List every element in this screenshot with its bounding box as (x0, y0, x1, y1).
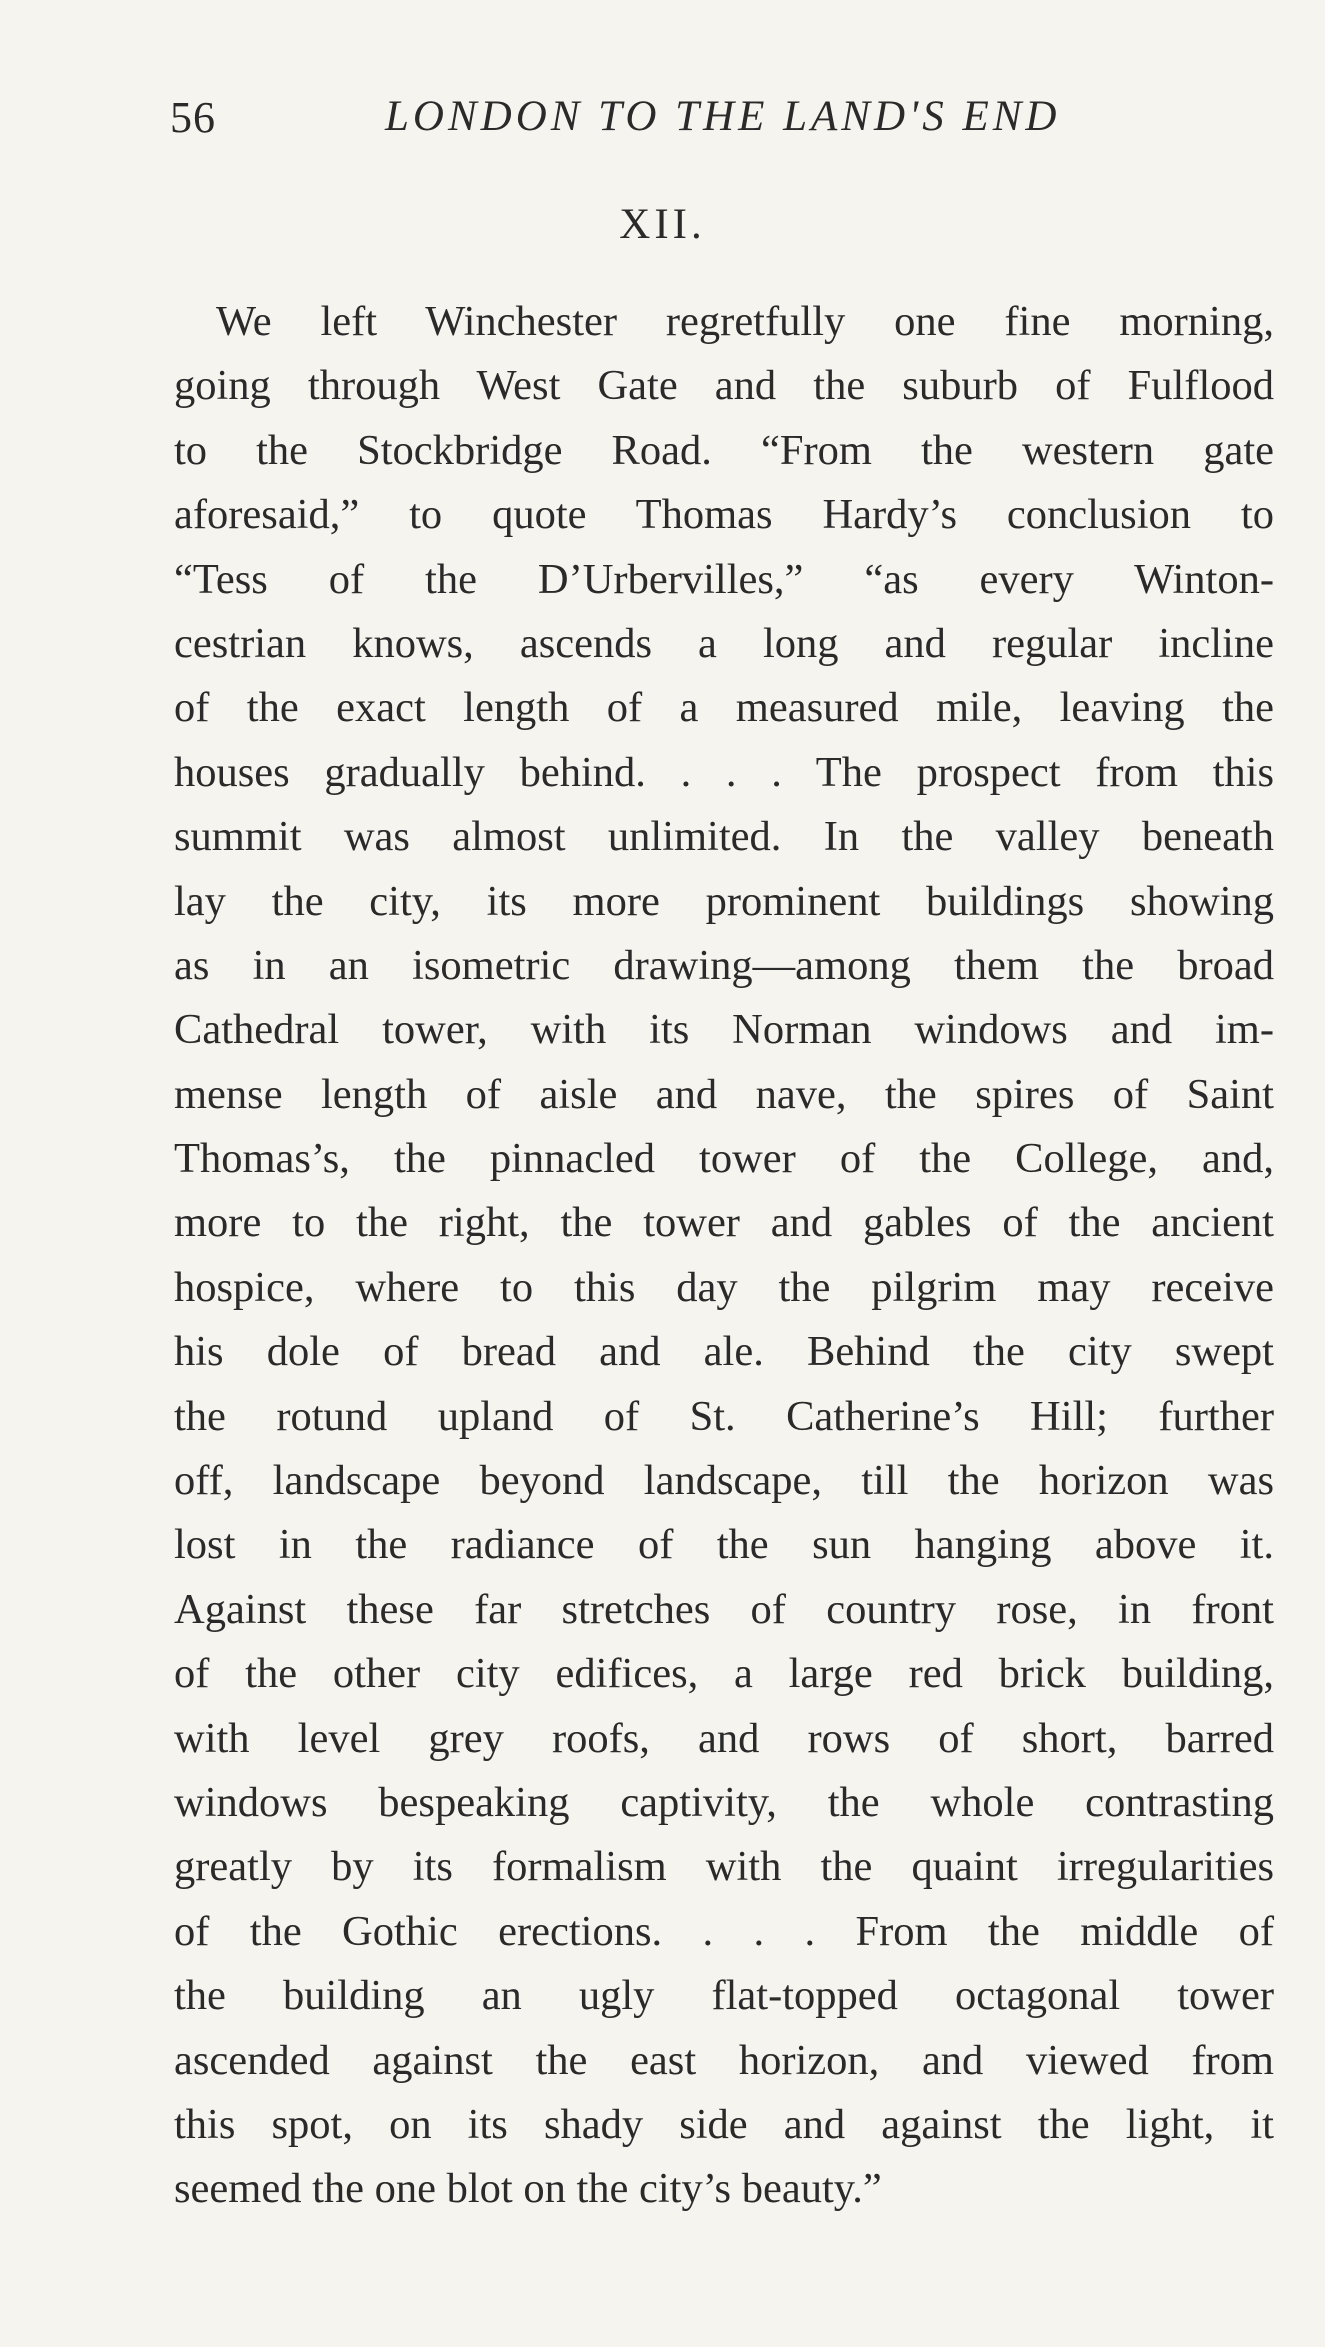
text-line: seemed the one blot on the city’s beauty.” (174, 2165, 882, 2213)
text-line: Thomas’s, the pinnacled tower of the College, and, (174, 1135, 1274, 1183)
text-line: of the exact length of a measured mile, leaving the (174, 684, 1274, 732)
text-line: lost in the radiance of the sun hanging above it. (174, 1521, 1274, 1569)
text-line: “Tess of the D’Urbervilles,” “as every Winton- (174, 555, 1274, 603)
text-line: summit was almost unlimited. In the valley beneath (174, 813, 1274, 861)
text-line: lay the city, its more prominent buildings showing (174, 877, 1274, 925)
running-head (170, 92, 1180, 152)
text-line: houses gradually behind. . . . The prospect from this (174, 748, 1274, 796)
text-line: his dole of bread and ale. Behind the city swept (174, 1328, 1274, 1376)
text-line: Cathedral tower, with its Norman windows and im- (174, 1006, 1274, 1054)
text-line: to the Stockbridge Road. “From the western gate (174, 426, 1274, 474)
section-heading: XII. (619, 201, 706, 248)
text-line: cestrian knows, ascends a long and regular incline (174, 619, 1274, 667)
body-paragraph (174, 290, 1274, 2222)
running-title: LONDON TO THE LAND'S END (385, 93, 1061, 140)
text-line: hospice, where to this day the pilgrim may receive (174, 1263, 1274, 1311)
text-line: off, landscape beyond landscape, till the horizon was (174, 1457, 1274, 1505)
text-line: aforesaid,” to quote Thomas Hardy’s conclusion to (174, 491, 1274, 539)
text-line: greatly by its formalism with the quaint irregularities (174, 1843, 1274, 1891)
text-line: the building an ugly flat-topped octagonal tower (174, 1972, 1274, 2020)
text-line: of the other city edifices, a large red brick building, (174, 1650, 1274, 1698)
text-line: of the Gothic erections. . . . From the middle of (174, 1907, 1274, 1955)
text-line: going through West Gate and the suburb of Fulflood (174, 362, 1274, 410)
text-line: We left Winchester regretfully one fine morning, (216, 298, 1274, 345)
text-line: with level grey roofs, and rows of short, barred (174, 1714, 1274, 1762)
text-line: windows bespeaking captivity, the whole contrasting (174, 1778, 1274, 1826)
text-line: ascended against the east horizon, and viewed from (174, 2036, 1274, 2084)
text-line: Against these far stretches of country rose, in front (174, 1585, 1274, 1633)
text-line: this spot, on its shady side and against the light, it (174, 2100, 1274, 2148)
page-number: 56 (170, 93, 216, 142)
text-line: more to the right, the tower and gables of the ancient (174, 1199, 1274, 1247)
text-line: mense length of aisle and nave, the spires of Saint (174, 1070, 1274, 1118)
text-line: the rotund upland of St. Catherine’s Hill; further (174, 1392, 1274, 1440)
text-line: as in an isometric drawing—among them the broad (174, 941, 1274, 989)
